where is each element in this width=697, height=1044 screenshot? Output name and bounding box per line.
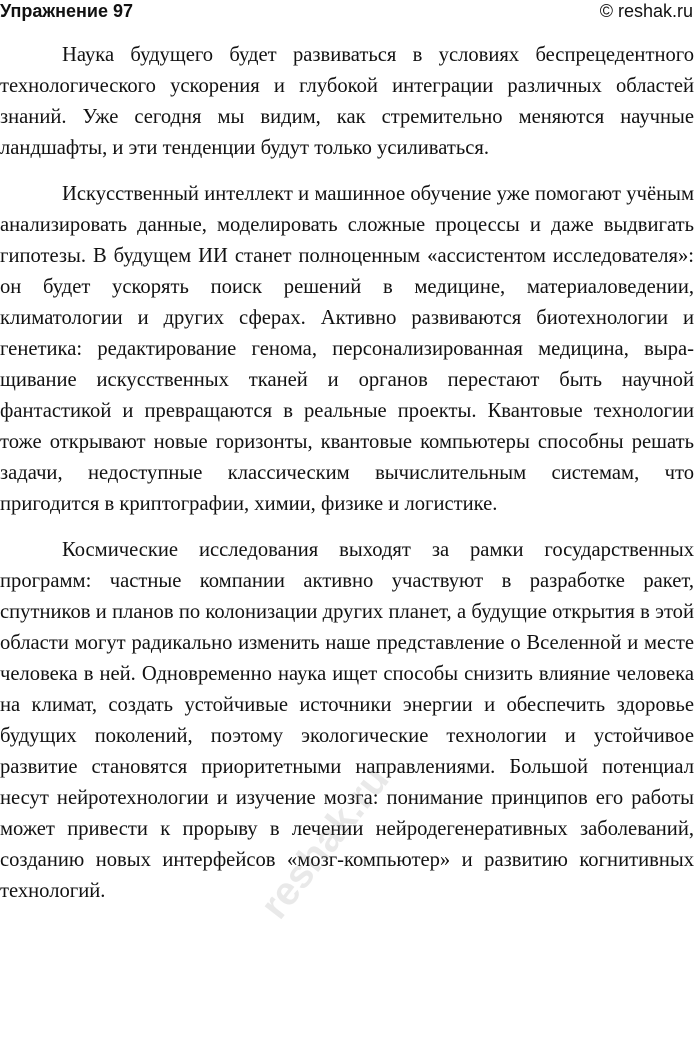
paragraph-2: Искусственный интеллект и машинное обучение уже помогают учёным анализировать данные, моделировать сложные процессы и даже выдвигать гипотезы. В будущем ИИ станет полноценным «ассистентом исследователя»: он будет ускорять поиск решений в медицине, материаловедении, климатологии и других сферах. Активно развиваются биотехнологии и генетика: редактирование генома, персонализированная медицина, выращивание искусственных тканей и органов перестают быть научной фантастикой и превращаются в реальные проекты. Квантовые технологии тоже открывают новые горизонты, квантовые компьютеры способны решать задачи, недоступные классическим вычислительным системам, что пригодится в криптографии, химии, физике и логистике. — [0, 183, 694, 515]
page-header — [0, 0, 697, 26]
exercise-text — [0, 40, 694, 922]
copyright-label: © reshak.ru — [599, 1, 693, 21]
paragraph-3: Космические исследования выходят за рамки государственных программ: частные компании активно участвуют в разработке ракет, спутников и планов по колонизации других планет, а будущие открытия в этой области могут радикально изменить наше представление о Вселенной и месте человека в ней. Одновременно наука ищет способы снизить влияние человека на климат, создать устойчивые источники энергии и обеспечить здоровье будущих поколений, поэтому экологические технологии и устойчивое развитие становятся приоритетными направлениями. Большой потенциал несут нейротехнологии и изучение мозга: понимание принципов его работы может привести к прорыву в лечении нейродегенеративных заболеваний, созданию новых интерфейсов «мозг-компьютер» и развитию когнитивных технологий. — [0, 539, 694, 902]
paragraph-1: Наука будущего будет развиваться в условиях беспрецедентного технологического ускорения и глубокой интеграции различных областей знаний. Уже сегодня мы видим, как стремительно меняются научные ландшафты, и эти тенденции будут только усиливаться. — [0, 44, 694, 159]
exercise-title: Упражнение 97 — [0, 1, 134, 21]
watermark: reshak.ru — [252, 758, 398, 928]
